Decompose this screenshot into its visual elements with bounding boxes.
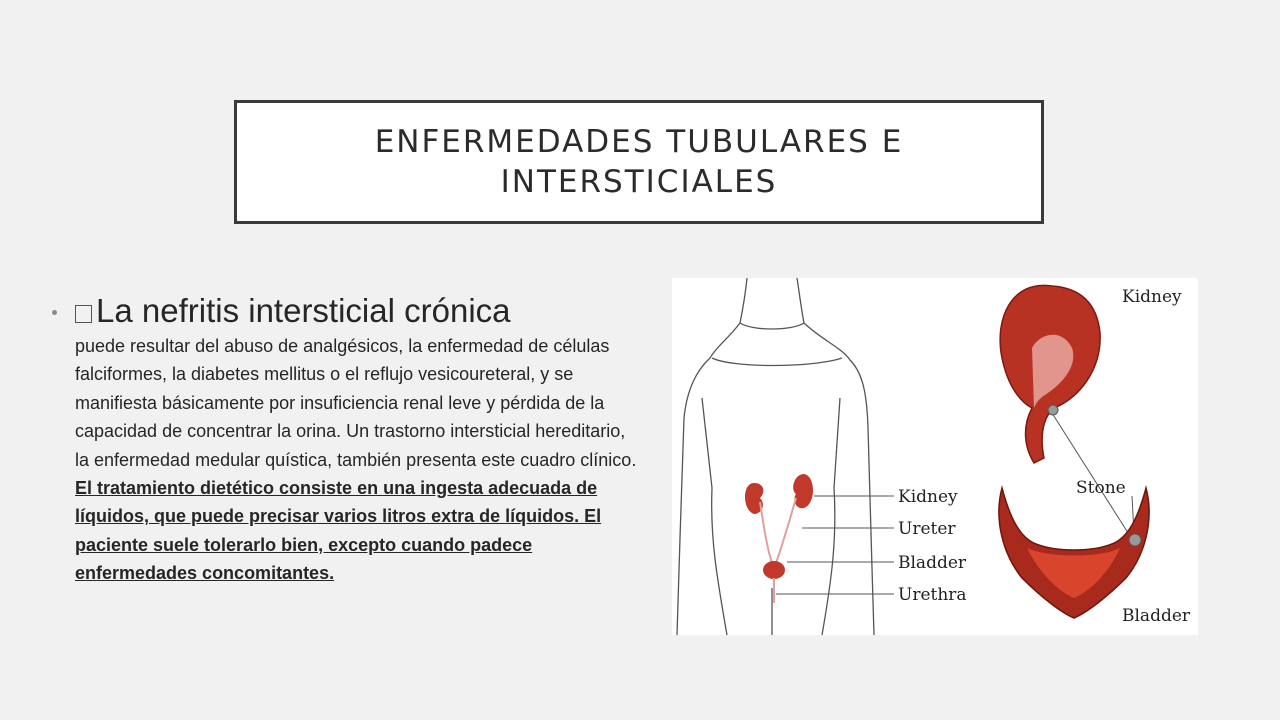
label-ureter: Ureter: [898, 519, 956, 539]
label-urethra: Urethra: [898, 585, 967, 605]
small-organs: [745, 474, 813, 603]
urinary-system-illustration: [672, 278, 1198, 635]
label-kidney-top: Kidney: [1122, 287, 1182, 307]
small-bladder: [763, 561, 785, 579]
large-kidney: [1000, 285, 1100, 463]
title-box: [234, 100, 1044, 224]
label-kidney: Kidney: [898, 487, 958, 507]
small-kidney-right: [793, 474, 813, 508]
bladder-stone: [1129, 534, 1141, 546]
emphasis-text: El tratamiento dietético consiste en una ingesta adecuada de líquidos, que puede precisar varios litros extra de líquidos. El paciente suele tolerarlo bien, excepto cuando padece enfermedades concomitantes.: [75, 478, 602, 584]
body-outline: [677, 278, 874, 635]
bullet-paragraph: [75, 290, 642, 588]
lead-text: La nefritis intersticial crónica: [96, 292, 511, 329]
lead-line: [75, 290, 642, 332]
bullet-dot: [52, 310, 57, 315]
large-bladder: [999, 488, 1149, 618]
urinary-system-figure: [672, 278, 1198, 635]
slide-title: ENFERMEDADES TUBULARES E INTERSTICIALES: [374, 124, 904, 200]
label-stone: Stone: [1076, 478, 1126, 498]
body-block: [52, 290, 642, 588]
label-bladder: Bladder: [898, 553, 967, 573]
body-text: puede resultar del abuso de analgésicos, la enfermedad de células falciformes, la diabetes mellitus o el reflujo vesicoureteral, y se manifiesta básicamente por insuficiencia renal leve y pérdida de la capacidad de concentrar la orina. Un trastorno intersticial hereditario, la enfermedad medular quística, también presenta este cuadro clínico.: [75, 336, 637, 470]
checkbox-glyph-icon: [75, 305, 92, 323]
label-bladder-bottom: Bladder: [1122, 606, 1191, 626]
kidney-stone: [1048, 405, 1058, 415]
